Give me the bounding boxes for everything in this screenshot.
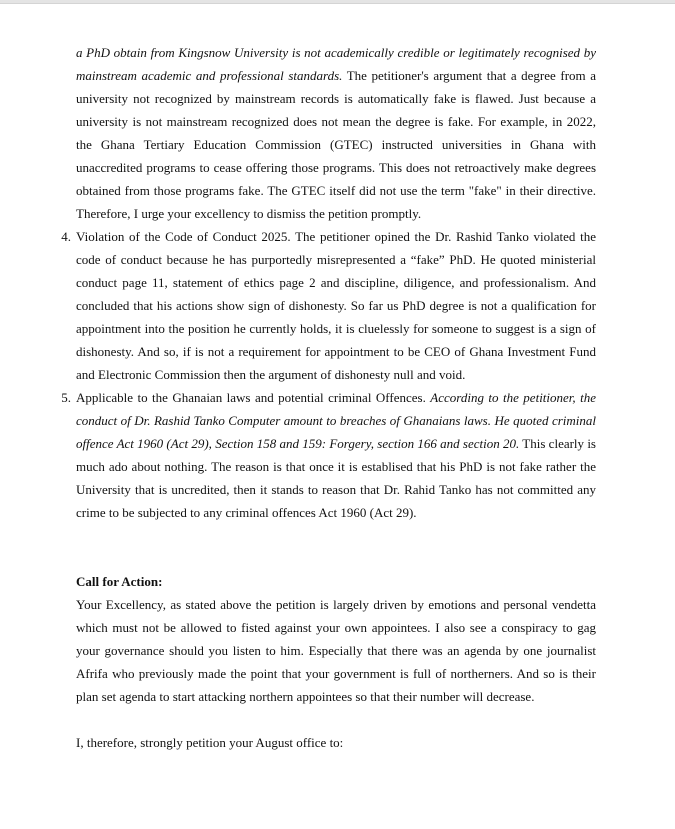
continuation-italic-text: a PhD obtain from Kingsnow University is not academically credible or legitimately recognised by mainstream academic and professional standards.: [76, 45, 596, 83]
list-item-number: 4.: [61, 229, 71, 244]
point-4-text: Violation of the Code of Conduct 2025. The petitioner opined the Dr. Rashid Tanko violated the code of conduct because he has purportedly misrepresented a “fake” PhD. He quoted ministerial conduct page 11, statement of ethics page 2 and discipline, diligence, and professionalism. And concluded that his actions show sign of dishonesty. So far us PhD degree is not a qualification for appointment into the position he currently holds, it is cluelessly for someone to suggest is a sign of dishonesty. And so, if is not a requirement for appointment to be CEO of Ghana Investment Fund and Electronic Commission then the argument of dishonesty null and void.: [76, 229, 596, 382]
list-item-point-4: [61, 225, 596, 386]
list-item-number: 5.: [61, 390, 71, 405]
closing-line: I, therefore, strongly petition your August office to:: [76, 735, 344, 750]
continuation-body-text: The petitioner's argument that a degree from a university not recognized by mainstream records is automatically fake is flawed. Just because a university is not mainstream recognized does not mean the degree is fake. For example, in 2022, the Ghana Tertiary Education Commission (GTEC) instructed universities in Ghana with unaccredited programs to cease offering those programs. This does not retroactively make degrees obtained from those programs fake. The GTEC itself did not use the term "fake" in their directive. Therefore, I urge your excellency to dismiss the petition promptly.: [76, 68, 596, 221]
call-for-action-body: Your Excellency, as stated above the petition is largely driven by emotions and personal vendetta which must not be allowed to fisted against your own appointees. I also see a conspiracy to gag your governance should you listen to him. Especially that there was an agenda by one journalist Afrifa who previously made the point that your government is full of northerners. And so is their plan set agenda to start attacking northern appointees so that their number will decrease.: [76, 597, 596, 704]
list-item-point-5: [61, 386, 597, 524]
point-5-lead-text: Applicable to the Ghanaian laws and potential criminal Offences.: [76, 390, 431, 405]
document-page: [61, 41, 597, 754]
numbered-points-list: [61, 225, 597, 524]
page-top-border: [0, 0, 675, 4]
point-5-tail-text: This clearly is much ado about nothing. The reason is that once it is establised that his PhD is not fake rather the University that is uncredited, then it stands to reason that Dr. Rahid Tanko has not committed any crime to be subjected to any criminal offences Act 1960 (Act 29).: [76, 436, 596, 520]
continuation-paragraph: [76, 41, 596, 225]
call-for-action-heading: Call for Action:: [76, 574, 163, 589]
point-5-italic-text: According to the petitioner, the conduct of Dr. Rashid Tanko Computer amount to breaches of Ghanaians laws. He quoted criminal offence Act 1960 (Act 29), Section 158 and 159: Forgery, section 166 and section 20.: [76, 390, 597, 451]
